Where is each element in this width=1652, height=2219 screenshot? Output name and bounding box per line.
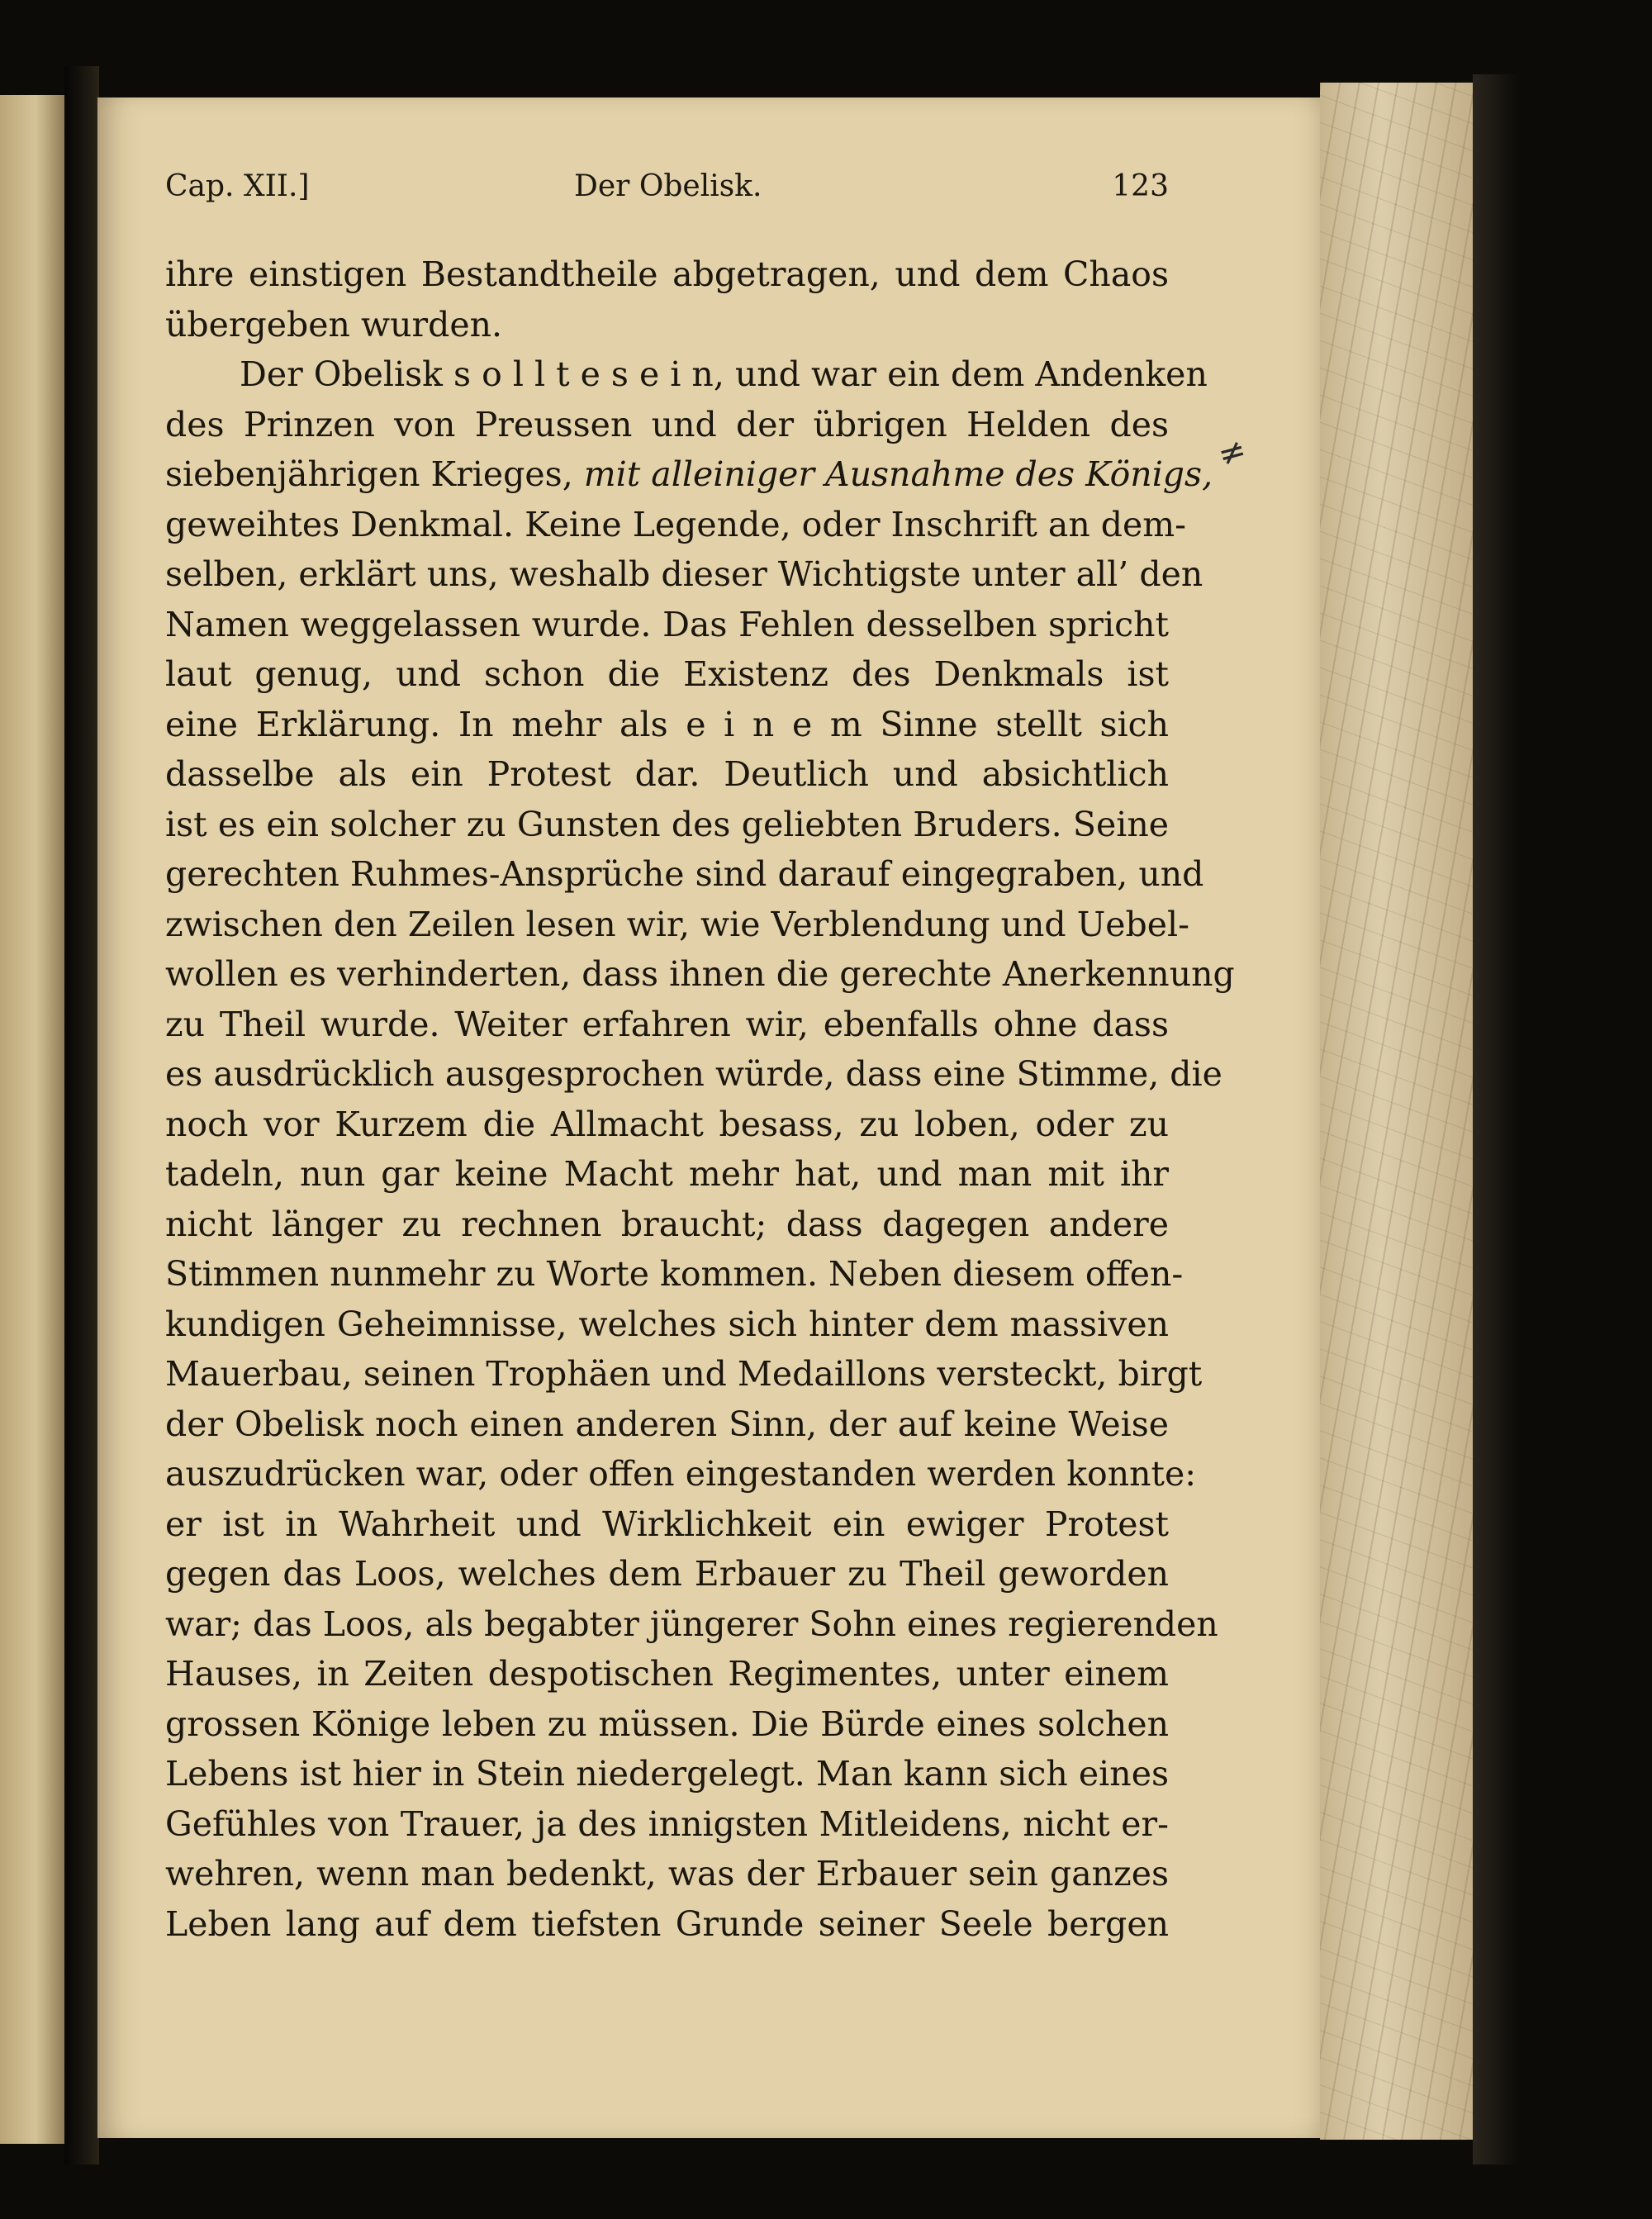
text-line: Stimmen nunmehr zu Worte kommen. Neben diesem offen- — [165, 1254, 1184, 1294]
left-page-edge — [0, 95, 64, 2144]
text-line: grossen Könige leben zu müssen. Die Bürde eines solchen — [165, 1703, 1169, 1744]
body-text — [165, 249, 1235, 1949]
text-line — [165, 449, 1213, 500]
text-line: Der Obelisk s o l l t e s e i n, und war ein dem Andenken — [240, 354, 1208, 394]
text-line: ihre einstigen Bestandtheile abgetragen, und dem Chaos — [165, 254, 1169, 294]
running-head — [165, 169, 1169, 219]
pencil-margin-mark: ≠ — [1213, 430, 1251, 475]
text-line: Lebens ist hier in Stein niedergelegt. Man kann sich eines — [165, 1754, 1169, 1794]
text-line: der Obelisk noch einen anderen Sinn, der auf keine Weise — [165, 1404, 1169, 1444]
book-gutter — [64, 66, 99, 2164]
text-line: Gefühles von Trauer, ja des innigsten Mitleidens, nicht er- — [165, 1803, 1169, 1844]
text-line: es ausdrücklich ausgesprochen würde, dass eine Stimme, die — [165, 1054, 1222, 1094]
text-line: wehren, wenn man bedenkt, was der Erbauer sein ganzes — [165, 1854, 1169, 1894]
section-title: Der Obelisk. — [574, 169, 762, 203]
text-line: übergeben wurden. — [165, 304, 503, 344]
text-line: auszudrücken war, oder offen eingestanden werden konnte: — [165, 1454, 1197, 1494]
text-line: dasselbe als ein Protest dar. Deutlich und absichtlich — [165, 754, 1169, 794]
page-fore-edge — [1320, 83, 1473, 2140]
text-line: war; das Loos, als begabter jüngerer Sohn eines regierenden — [165, 1604, 1218, 1644]
text-line: eine Erklärung. In mehr als e i n e m Sinne stellt sich — [165, 704, 1169, 744]
text-line: zwischen den Zeilen lesen wir, wie Verblendung und Uebel- — [165, 904, 1189, 944]
text-line: ist es ein solcher zu Gunsten des geliebten Bruders. Seine — [165, 804, 1169, 844]
text-line: Mauerbau, seinen Trophäen und Medaillons versteckt, birgt — [165, 1354, 1203, 1394]
text-line-start: siebenjährigen Krieges, — [165, 454, 573, 494]
text-line: laut genug, und schon die Existenz des Denkmals ist — [165, 654, 1169, 694]
book-cover-edge — [1473, 74, 1518, 2164]
text-line: Hauses, in Zeiten despotischen Regimentes, unter einem — [165, 1654, 1169, 1694]
text-line: gegen das Loos, welches dem Erbauer zu Theil geworden — [165, 1554, 1169, 1594]
text-line: Namen weggelassen wurde. Das Fehlen desselben spricht — [165, 604, 1169, 644]
text-line: zu Theil wurde. Weiter erfahren wir, ebenfalls ohne dass — [165, 1004, 1169, 1044]
text-line: wollen es verhinderten, dass ihnen die gerechte Anerkennung — [165, 954, 1235, 994]
text-line: er ist in Wahrheit und Wirklichkeit ein ewiger Protest — [165, 1504, 1169, 1544]
text-line: kundigen Geheimnisse, welches sich hinter dem massiven — [165, 1304, 1169, 1344]
text-line: selben, erklärt uns, weshalb dieser Wichtigste unter all’ den — [165, 554, 1203, 594]
text-line: geweihtes Denkmal. Keine Legende, oder Inschrift an dem- — [165, 504, 1187, 544]
chapter-label: Cap. XII.] — [165, 169, 310, 203]
text-line: Leben lang auf dem tiefsten Grunde seiner Seele bergen — [165, 1903, 1169, 1944]
text-line: gerechten Ruhmes-Ansprüche sind darauf eingegraben, und — [165, 854, 1204, 894]
text-line: des Prinzen von Preussen und der übrigen Helden des — [165, 404, 1169, 444]
text-line: tadeln, nun gar keine Macht mehr hat, und man mit ihr — [165, 1154, 1169, 1194]
italic-phrase: mit alleiniger Ausnahme des Königs, — [583, 454, 1213, 494]
page-number: 123 — [1112, 169, 1169, 203]
text-line: nicht länger zu rechnen braucht; dass dagegen andere — [165, 1204, 1169, 1244]
text-line: noch vor Kurzem die Allmacht besass, zu loben, oder zu — [165, 1104, 1169, 1144]
